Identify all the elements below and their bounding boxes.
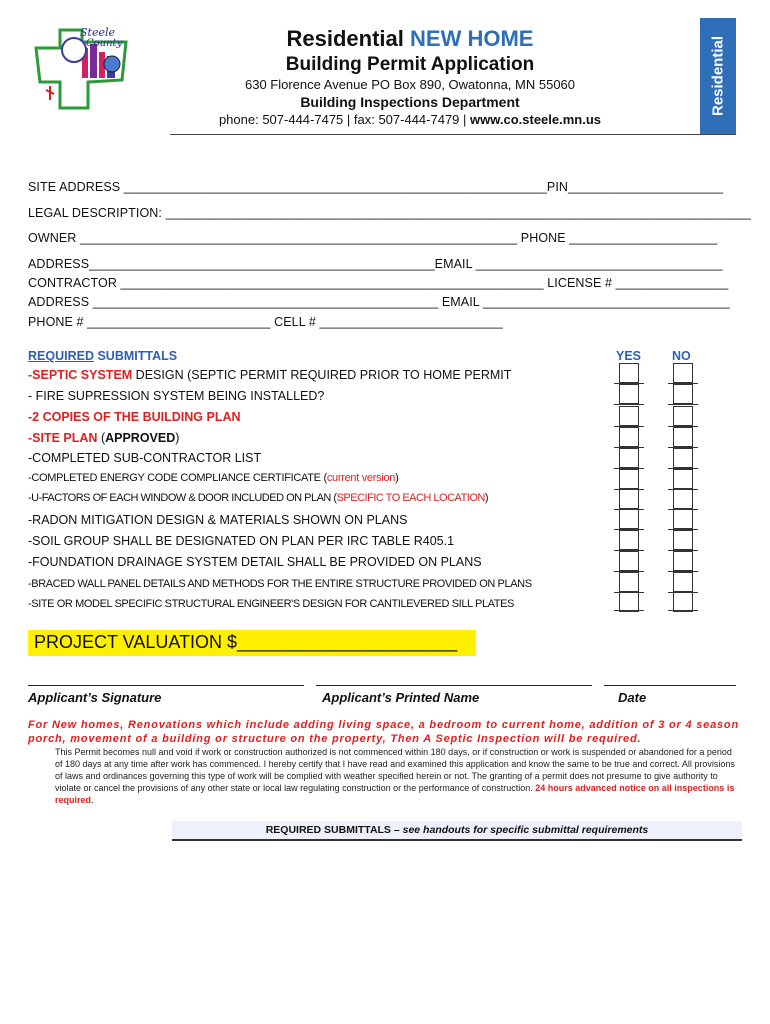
date-label: Date — [618, 690, 647, 705]
printed-name-line[interactable] — [316, 685, 592, 686]
department-name: Building Inspections Department — [300, 94, 520, 110]
no-checkbox[interactable] — [673, 509, 693, 529]
no-checkbox[interactable] — [673, 469, 693, 489]
no-checkbox[interactable] — [673, 572, 693, 592]
yes-checkbox[interactable] — [619, 427, 639, 447]
submittal-item: -COMPLETED ENERGY CODE COMPLIANCE CERTIFICATE (current version) — [28, 472, 399, 484]
submittals-header-required: REQUIRED — [28, 349, 94, 363]
checkbox-underline — [614, 404, 644, 405]
permit-terms: This Permit becomes null and void if work or construction authorized is not commenced within 180 days, or if construction or work is suspended or abandoned for a period of 180 days at any time after work has commenced. I hereby certify that I have read and examined this application and know the same to be true and correct. All provisions of laws and ordinances governing this type of work will be complied with weather specified herein or not. The granting of a permit does not presume to give authority to violate or cancel the provisions of any other state or local law regulating construction or the performance of construction. 24 hours advanced notice on all inspections is required. — [55, 747, 735, 805]
yes-checkbox[interactable] — [619, 509, 639, 529]
checkbox-underline — [614, 610, 644, 611]
no-checkbox[interactable] — [673, 384, 693, 404]
contact-line — [0, 112, 770, 127]
yes-checkbox[interactable] — [619, 469, 639, 489]
submittals-header-rest: SUBMITTALS — [93, 349, 178, 363]
bottom-bar-text: REQUIRED SUBMITTALS – see handouts for specific submittal requirements — [265, 824, 649, 836]
checkbox-underline — [668, 610, 698, 611]
no-column-header: NO — [672, 349, 691, 363]
logo-text-steele: Steele — [80, 26, 116, 39]
submittal-item: -SITE OR MODEL SPECIFIC STRUCTURAL ENGINEER'S DESIGN FOR CANTILEVERED SILL PLATES — [28, 598, 514, 610]
yes-checkbox[interactable] — [619, 592, 639, 612]
owner-field[interactable]: OWNER ______________________________________________________________ PHONE _____________________ — [28, 231, 718, 245]
page-title — [0, 26, 770, 52]
checkbox-underline — [668, 404, 698, 405]
required-submittals-bar — [172, 821, 742, 841]
yes-checkbox[interactable] — [619, 530, 639, 550]
printed-name-label: Applicant’s Printed Name — [322, 690, 480, 705]
septic-notice: For New homes, Renovations which include adding living space, a bedroom to current home, addition of 3 or 4 season porch, movement of a building or structure on the property, Then A Septic Inspection will be required. — [28, 719, 739, 745]
applicant-signature-label: Applicant’s Signature — [28, 690, 162, 705]
yes-checkbox[interactable] — [619, 406, 639, 426]
title-residential: Residential — [286, 26, 404, 51]
submittal-item: -U-FACTORS OF EACH WINDOW & DOOR INCLUDED ON PLAN (SPECIFIC TO EACH LOCATION) — [28, 492, 489, 504]
submittal-item: -RADON MITIGATION DESIGN & MATERIALS SHOWN ON PLANS — [28, 513, 408, 527]
project-valuation-field[interactable] — [28, 630, 476, 656]
project-valuation-label: PROJECT VALUATION $______________________ — [34, 632, 458, 652]
submittal-item: -BRACED WALL PANEL DETAILS AND METHODS FOR THE ENTIRE STRUCTURE PROVIDED ON PLANS — [28, 578, 532, 590]
submittal-item: -COMPLETED SUB-CONTRACTOR LIST — [28, 451, 262, 465]
no-checkbox[interactable] — [673, 489, 693, 509]
no-checkbox[interactable] — [673, 427, 693, 447]
legal-description-field[interactable]: LEGAL DESCRIPTION: ___________________________________________________________________________________ — [28, 206, 751, 220]
logo-text-county: County — [86, 38, 123, 49]
yes-checkbox[interactable] — [619, 363, 639, 383]
yes-checkbox[interactable] — [619, 489, 639, 509]
title-new-home: NEW HOME — [410, 26, 534, 51]
submittal-item: -SITE PLAN (APPROVED) — [28, 431, 180, 445]
submittal-item: -FOUNDATION DRAINAGE SYSTEM DETAIL SHALL BE PROVIDED ON PLANS — [28, 555, 482, 569]
no-checkbox[interactable] — [673, 448, 693, 468]
owner-address-field[interactable]: ADDRESS_________________________________________________EMAIL ___________________________________ — [28, 257, 723, 271]
page-subtitle: Building Permit Application — [285, 54, 535, 75]
yes-checkbox[interactable] — [619, 572, 639, 592]
contractor-field[interactable]: CONTRACTOR ____________________________________________________________ LICENSE # ________________ — [28, 276, 729, 290]
no-checkbox[interactable] — [673, 551, 693, 571]
website-link[interactable]: www.co.steele.mn.us — [470, 112, 602, 127]
date-line[interactable] — [604, 685, 736, 686]
contractor-address-field[interactable]: ADDRESS _________________________________________________ EMAIL ___________________________________ — [28, 295, 730, 309]
office-address: 630 Florence Avenue PO Box 890, Owatonna, MN 55060 — [244, 77, 576, 92]
permit-terms-text: This Permit becomes null and void if work or construction authorized is not commenced within 180 days, or if construction or work is suspended or abandoned for a period of 180 days at any time after work has commenced. I hereby certify that I have read and examined this application and know the same to be true and correct. All provisions of laws and ordinances governing this type of work will be complied with weather specified herein or not. The granting of a permit does not presume to give authority to violate or cancel the provisions of any other state or local law regulating construction or the performance of construction. — [55, 747, 735, 793]
yes-checkbox[interactable] — [619, 384, 639, 404]
contact-phone-fax: phone: 507-444-7475 | fax: 507-444-7479 | — [218, 112, 471, 127]
site-address-field[interactable]: SITE ADDRESS ____________________________________________________________PIN______________________ — [28, 180, 724, 194]
submittal-item: -SEPTIC SYSTEM DESIGN (SEPTIC PERMIT REQUIRED PRIOR TO HOME PERMIT — [28, 368, 512, 382]
side-tab-label: Residential — [709, 35, 727, 117]
header-divider — [170, 134, 736, 135]
submittals-header — [28, 349, 177, 363]
no-checkbox[interactable] — [673, 530, 693, 550]
no-checkbox[interactable] — [673, 406, 693, 426]
yes-checkbox[interactable] — [619, 551, 639, 571]
yes-checkbox[interactable] — [619, 448, 639, 468]
inspection-notice: 24 hours advanced notice on all inspections is required — [55, 783, 735, 805]
phone-cell-field[interactable]: PHONE # __________________________ CELL # __________________________ — [28, 315, 503, 329]
no-checkbox[interactable] — [673, 363, 693, 383]
submittal-item: -2 COPIES OF THE BUILDING PLAN — [28, 410, 241, 424]
submittal-item: -SOIL GROUP SHALL BE DESIGNATED ON PLAN PER IRC TABLE R405.1 — [28, 534, 455, 548]
yes-column-header: YES — [616, 349, 642, 363]
signature-line[interactable] — [28, 685, 304, 686]
no-checkbox[interactable] — [673, 592, 693, 612]
submittal-item: - FIRE SUPRESSION SYSTEM BEING INSTALLED? — [28, 389, 325, 403]
